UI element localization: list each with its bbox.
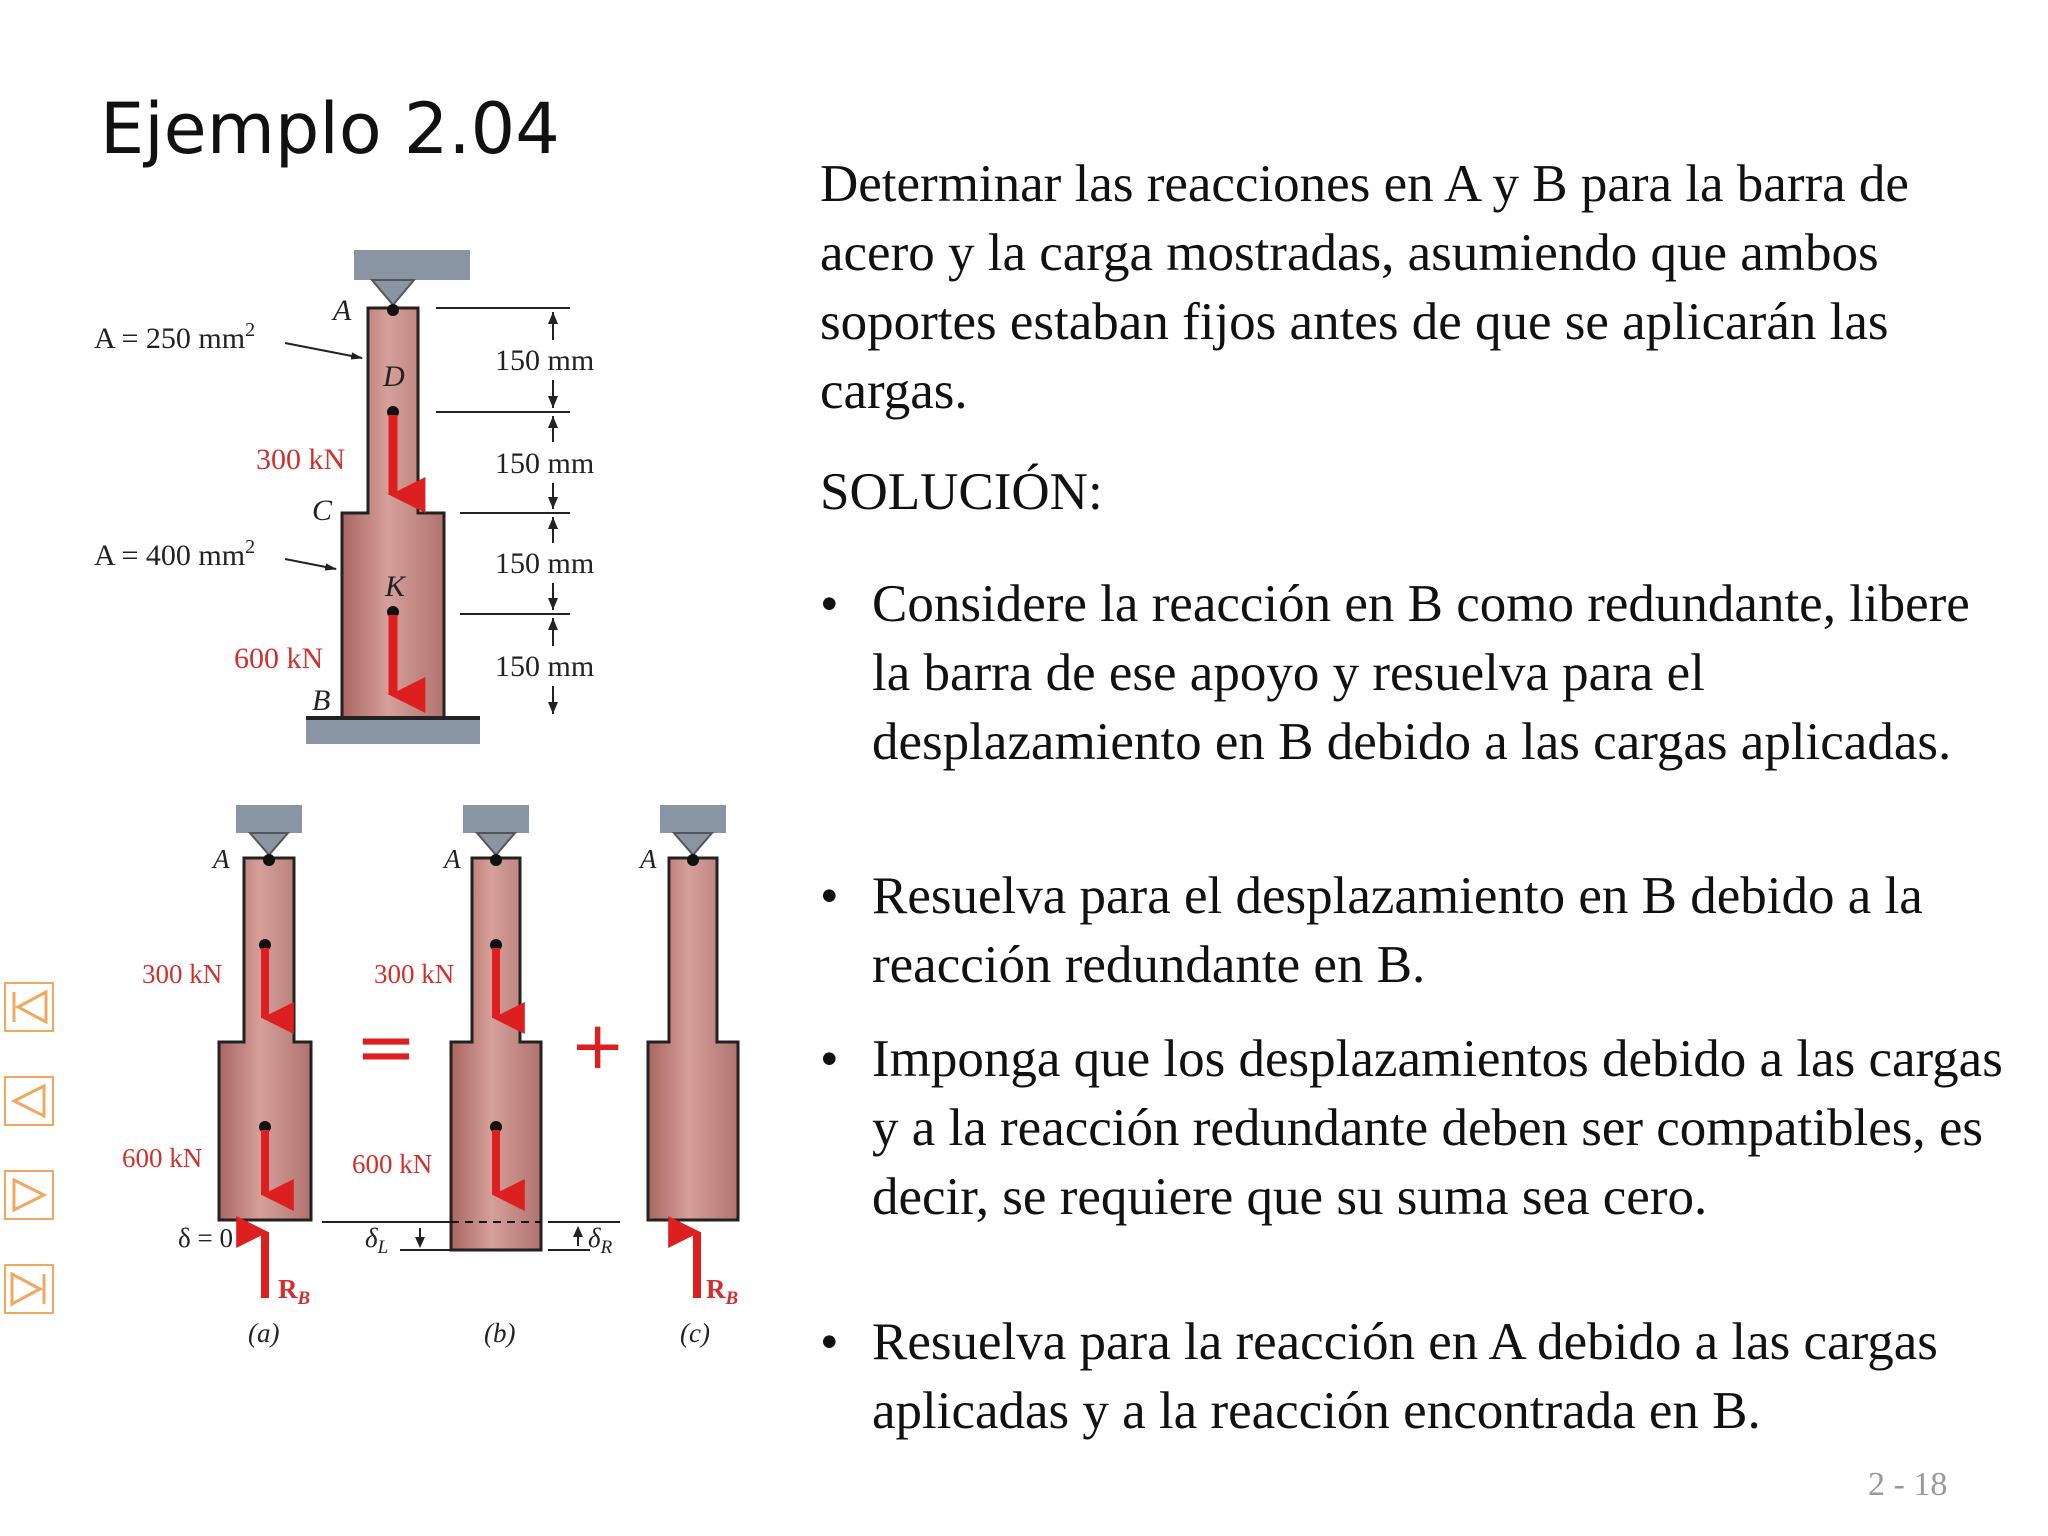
- next-slide-button[interactable]: [4, 1170, 54, 1220]
- solution-step: [820, 570, 2020, 777]
- bullet-icon: •: [820, 1030, 839, 1088]
- first-slide-icon: [6, 984, 52, 1030]
- next-slide-icon: [6, 1172, 52, 1218]
- figure-b-point-a-dot: [490, 854, 502, 866]
- figure-c-support-plate: [660, 805, 726, 833]
- solution-step: [820, 1025, 2020, 1232]
- top-support-pin: [372, 280, 414, 305]
- area-upper-label: A = 250 $mm^2$: [94, 319, 256, 355]
- figure-c-point-a-dot: [687, 854, 699, 866]
- bullet-icon: •: [820, 575, 839, 633]
- solution-step-text: Considere la reacción en B como redundante, libere la barra de ese apoyo y resuelva para el desplazamiento en B debido a las cargas aplicadas.: [872, 575, 1970, 771]
- solution-step-list: [820, 570, 2020, 777]
- area-upper-leader: [285, 343, 362, 358]
- last-slide-button[interactable]: [4, 1264, 54, 1314]
- figure-c-support-pin: [674, 833, 712, 855]
- figure-b-caption: (b): [484, 1318, 516, 1348]
- top-support-plate: [354, 250, 470, 280]
- figure-b-load-1-label: 300 kN: [374, 959, 455, 989]
- figure-a-load-2-label: 600 kN: [122, 1143, 203, 1173]
- solution-step-list: [820, 1308, 2020, 1446]
- figure-c-reaction-label: $R_B$: [706, 1274, 739, 1309]
- figure-c-delta-r-label: $\delta_R$: [588, 1223, 613, 1258]
- point-k-label: K: [385, 570, 406, 603]
- load-k-label: 600 kN: [234, 642, 324, 675]
- solution-step-list: [820, 1025, 2020, 1232]
- problem-statement: Determinar las reacciones en A y B para la barra de acero y la carga mostradas, asumiendo que ambos soportes estaban fijos antes de que se aplicarán las cargas.: [820, 155, 1909, 420]
- figure-b-delta-r-arrowhead: [573, 1226, 583, 1237]
- load-d-label: 300 kN: [256, 443, 346, 476]
- previous-slide-button[interactable]: [4, 1076, 54, 1126]
- figure-c-caption: (c): [680, 1318, 710, 1348]
- dimension-3-label: 150 mm: [495, 547, 595, 580]
- bullet-icon: •: [820, 1313, 839, 1371]
- point-b-label: B: [312, 684, 331, 717]
- figure-a-caption: (a): [248, 1318, 280, 1348]
- point-a-label: A: [333, 294, 352, 327]
- dimension-4-label: 150 mm: [495, 650, 595, 683]
- figure-b-point-a-label: A: [444, 844, 461, 874]
- figure-c-point-a-label: A: [640, 844, 657, 874]
- figure-a-support-pin: [250, 833, 288, 855]
- bullet-icon: •: [820, 867, 839, 925]
- solution-heading: SOLUCIÓN:: [820, 463, 1103, 521]
- slide-title: Ejemplo 2.04: [100, 88, 560, 170]
- point-d-label: D: [383, 360, 405, 393]
- figure-b-load-2-label: 600 kN: [352, 1149, 433, 1179]
- point-c-label: C: [312, 494, 333, 527]
- equals-sign: =: [355, 1004, 418, 1090]
- solution-step: [820, 1308, 2020, 1446]
- figure-a-support-plate: [236, 805, 302, 833]
- dimension-1-label: 150 mm: [495, 344, 595, 377]
- top-figure: [94, 250, 594, 744]
- figure-a: [122, 805, 311, 1348]
- solution-step-text: Imponga que los desplazamientos debido a las cargas y a la reacción redundante deben ser compatibles, es decir, se requiere que su suma sea cero.: [872, 1030, 2003, 1226]
- point-a-dot: [387, 304, 399, 316]
- area-lower-leader: [285, 559, 336, 569]
- figure-b-delta-l-label: $\delta_L$: [365, 1223, 389, 1258]
- figure-c-bar: [648, 858, 738, 1220]
- slide-number: 2 - 18: [1868, 1466, 1948, 1503]
- figure-a-delta-label: δ = 0: [178, 1223, 233, 1253]
- previous-slide-icon: [6, 1078, 52, 1124]
- solution-step-list: [820, 862, 2020, 1000]
- dimension-2-label: 150 mm: [495, 447, 595, 480]
- bottom-ground: [306, 718, 480, 744]
- figure-a-point-a-dot: [263, 854, 275, 866]
- figure-b-support-pin: [477, 833, 515, 855]
- figure-a-load-1-label: 300 kN: [142, 959, 223, 989]
- figure-a-point-a-label: A: [213, 844, 230, 874]
- last-slide-icon: [6, 1266, 52, 1312]
- figure-b-delta-l-arrowhead: [415, 1237, 425, 1248]
- area-lower-label: A = 400 $mm^2$: [94, 536, 256, 572]
- solution-step-text: Resuelva para la reacción en A debido a las cargas aplicadas y a la reacción encontrada en B.: [872, 1313, 1938, 1440]
- figure-c: [638, 805, 738, 1348]
- plus-sign: +: [570, 1007, 626, 1084]
- figure-a-reaction-label: $R_B$: [278, 1274, 311, 1309]
- first-slide-button[interactable]: [4, 982, 54, 1032]
- solution-step-text: Resuelva para el desplazamiento en B debido a la reacción redundante en B.: [872, 867, 1923, 994]
- solution-step: [820, 862, 2020, 1000]
- figure-b-support-plate: [463, 805, 529, 833]
